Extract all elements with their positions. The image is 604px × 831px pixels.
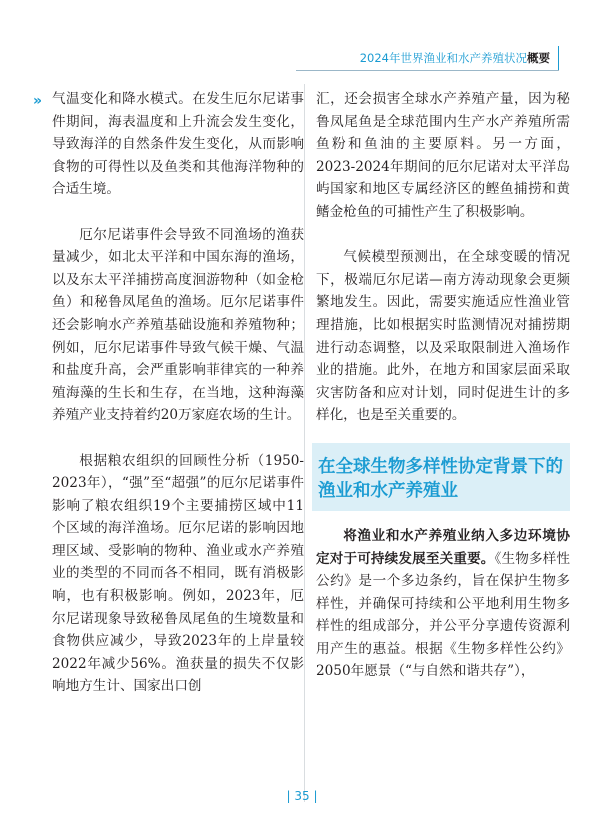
left-paragraph-2: 厄尔尼诺事件会导致不同渔场的渔获量减少，如北太平洋和中国东海的渔场，以及东太平洋捕捞高度洄游物种（如金枪鱼）和秘鲁凤尾鱼的渔场。厄尔尼诺事件还会影响水产养殖基础设施和养殖物种；例如，厄尔尼诺事件导致气候干燥、气温和盐度升高，会严重影响菲律宾的一种养殖海藻的生长和生存，在当地，这种海藻养殖产业支持着约20万家庭农场的生计。 (52, 226, 304, 424)
left-paragraph-3: 根据粮农组织的回顾性分析（1950-2023年），“强”至“超强”的厄尔尼诺事件影响了粮农组织19个主要捕捞区域中11个区域的海洋渔场。厄尔尼诺的影响因地理区域、受影响的物种、渔业或水产养殖业的类型的不同而各不相同，既有消极影响，也有积极影响。例如，2023年，厄尔尼诺现象导致秘鲁凤尾鱼的生境数量和食物供应减少，导致2023年的上岸量较2022年减少56%。渔获量的损失不仅影响地方生计、国家出口创 (52, 452, 304, 695)
left-column (52, 88, 304, 698)
right-paragraph-1: 汇，还会损害全球水产养殖产量，因为秘鲁凤尾鱼是全球范围内生产水产养殖所需鱼粉和鱼油的主要原料。另一方面，2023-2024年期间的厄尔尼诺对太平洋岛屿国家和地区专属经济区的鲣鱼捕捞和黄鳍金枪鱼的可捕性产生了积极影响。 (316, 91, 570, 220)
header-rule (296, 70, 559, 71)
report-title: 2024年世界渔业和水产养殖状况 (359, 51, 527, 65)
double-chevron-icon: » (33, 93, 43, 109)
right-paragraph-3 (316, 525, 570, 683)
left-paragraph-1: 气温变化和降水模式。在发生厄尔尼诺事件期间，海表温度和上升流会发生变化，导致海洋的自然条件发生变化，从而影响食物的可得性以及鱼类和其他海洋物种的合适生境。 (52, 91, 304, 198)
lead-sentence: 将渔业和水产养殖业纳入多边环境协定对于可持续发展至关重要。 (316, 527, 570, 567)
section-label: 概要 (527, 51, 550, 65)
page-number: | 35 | (286, 789, 318, 803)
right-paragraph-2: 气候模型预测出，在全球变暖的情况下，极端厄尔尼诺—南方涛动现象会更频繁地发生。因此，需要实施适应性渔业管理措施，比如根据实时监测情况对捕捞期进行动态调整，以及采取限制进入渔场作业的措施。此外，在地方和国家层面采取灾害防备和应对计划，同时促进生计的多样化，也是至关重要的。 (316, 249, 570, 424)
header-tick (558, 46, 559, 70)
column-divider (304, 84, 305, 802)
running-header (360, 50, 550, 66)
section-heading-box (312, 443, 570, 511)
paragraph-body: 《生物多样性公约》是一个多边条约，旨在保护生物多样性，并确保可持续和公平地利用生物多样性的组成部分，并公平分享遗传资源利用产生的惠益。根据《生物多样性公约》2050年愿景（“与自然和谐共存”）， (316, 550, 571, 680)
section-heading: 在全球生物多样性协定背景下的渔业和水产养殖业 (318, 456, 563, 501)
right-column (316, 88, 570, 683)
